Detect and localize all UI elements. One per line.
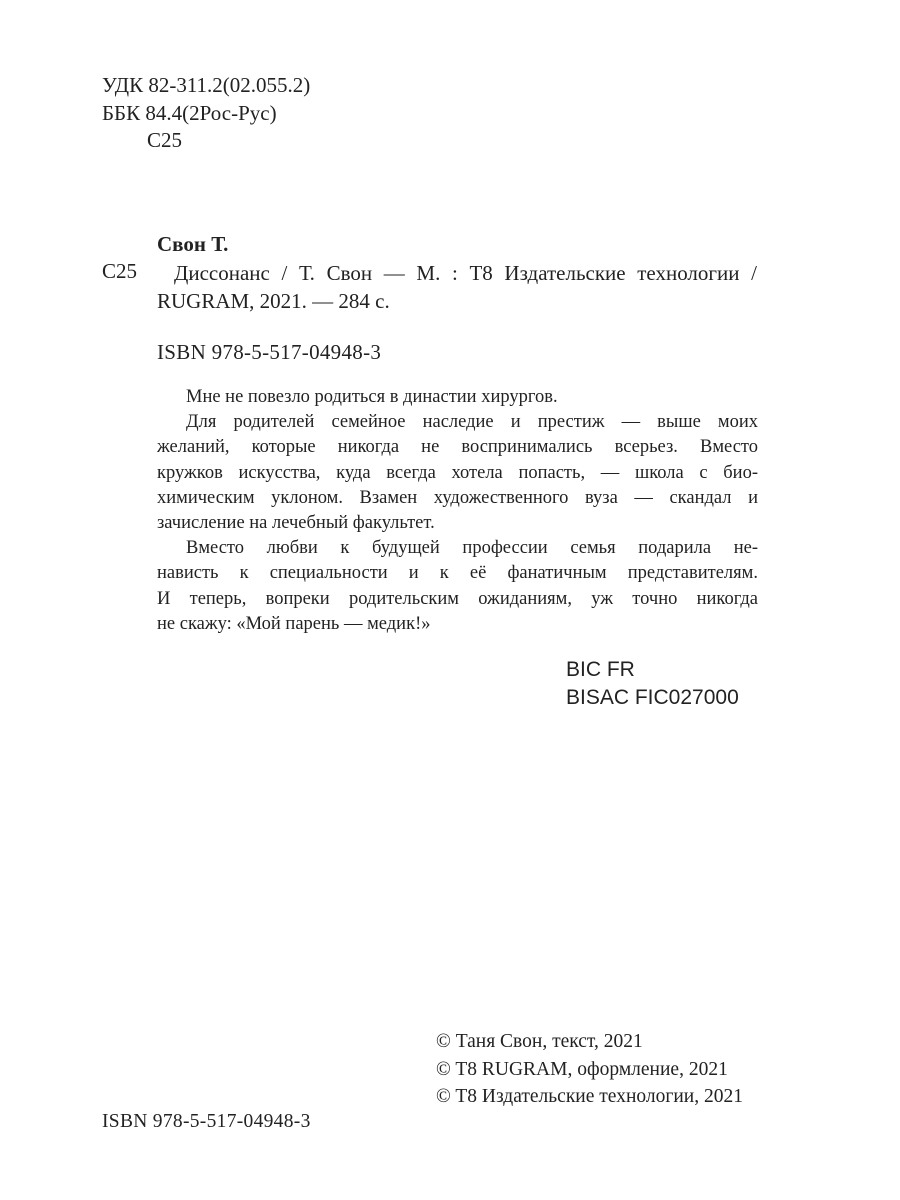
annotation-line: Мне не повезло родиться в династии хирургов. xyxy=(186,387,558,407)
isbn-bottom: ISBN 978-5-517-04948-3 xyxy=(102,1111,311,1132)
author-mark-top: С25 xyxy=(147,128,183,152)
author-mark-side: С25 xyxy=(102,259,138,283)
copyright-line: © T8 RUGRAM, оформление, 2021 xyxy=(436,1058,728,1080)
copyright-line: © T8 Издательские технологии, 2021 xyxy=(436,1086,743,1107)
bibliographic-description xyxy=(157,259,757,315)
annotation-line: кружков искусства, куда всегда хотела попасть, — школа с био- xyxy=(157,462,758,483)
bbk-code: ББК 84.4(2Рос-Рус) xyxy=(102,101,277,125)
udk-code: УДК 82-311.2(02.055.2) xyxy=(102,73,311,97)
copyright-block xyxy=(436,1028,743,1111)
annotation-line: И теперь, вопреки родительским ожиданиям, уж точно никогда xyxy=(157,588,758,609)
annotation-line: зачисление на лечебный факультет. xyxy=(157,513,435,534)
annotation-line: нависть к специальности и к её фанатичным представителям. xyxy=(157,563,758,584)
biblio-line: RUGRAM, 2021. — 284 с. xyxy=(157,289,390,313)
copyright-line: © Таня Свон, текст, 2021 xyxy=(436,1031,643,1052)
annotation-line: желаний, которые никогда не воспринимались всерьез. Вместо xyxy=(157,437,758,458)
annotation-line: химическим уклоном. Взамен художественного вуза — скандал и xyxy=(157,487,758,508)
isbn-main: ISBN 978-5-517-04948-3 xyxy=(157,340,382,364)
annotation-line: Для родителей семейное наследие и престиж — выше моих xyxy=(186,412,758,433)
author-heading: Свон Т. xyxy=(157,232,229,256)
biblio-line: Диссонанс / Т. Свон — М. : T8 Издательские технологии / xyxy=(174,261,757,285)
annotation xyxy=(157,385,758,637)
annotation-line: Вместо любви к будущей профессии семья подарила не- xyxy=(186,538,758,559)
bisac-code: BISAC FIC027000 xyxy=(566,686,739,709)
bic-code: BIC FR xyxy=(566,658,635,681)
annotation-line: не скажу: «Мой парень — медик!» xyxy=(157,613,431,634)
